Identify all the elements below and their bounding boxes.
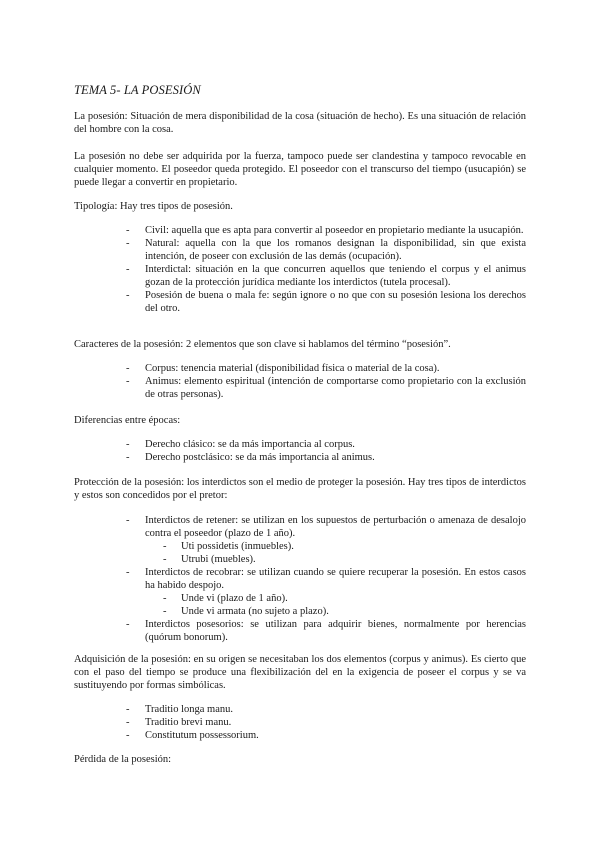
list-dash: - bbox=[126, 376, 130, 387]
sub-list-item bbox=[0, 592, 600, 605]
protection-item-posesorios: Interdictos posesorios: se utilizan para adquirir bienes, normalmente por herencias (quórum bonorum). bbox=[145, 619, 526, 643]
acquisition-note-paragraph: La posesión no debe ser adquirida por la fuerza, tampoco puede ser clandestina y tampoco revocable en cualquier momento. El poseedor queda protegido. El poseedor con el transcurso del tiempo (usucapión) se puede llegar a convertir en propietario. bbox=[74, 151, 526, 188]
protection-heading: Protección de la posesión: los interdictos son el medio de proteger la posesión. Hay tres tipos de interdictos y estos son concedidos por el pretor: bbox=[74, 477, 526, 501]
typology-list bbox=[0, 224, 600, 315]
list-item bbox=[0, 263, 600, 289]
list-dash: - bbox=[126, 515, 130, 526]
list-item bbox=[0, 618, 600, 644]
list-item bbox=[0, 375, 600, 401]
list-dash: - bbox=[126, 439, 130, 450]
list-dash: - bbox=[126, 704, 130, 715]
list-dash: - bbox=[126, 238, 130, 249]
typology-item-interdictal: Interdictal: situación en la que concurren aquellos que teniendo el corpus y el animus gozan de la protección jurídica mediante los interdictos (tutela procesal). bbox=[145, 264, 526, 288]
differences-list bbox=[0, 438, 600, 464]
sub-list-item bbox=[0, 605, 600, 618]
protection-subitem-unde-vi-armata: Unde vi armata (no sujeto a plazo). bbox=[181, 606, 329, 617]
typology-heading: Tipología: Hay tres tipos de posesión. bbox=[74, 201, 233, 212]
characters-item-animus: Animus: elemento espiritual (intención de comportarse como propietario con la exclusión de otras personas). bbox=[145, 376, 526, 400]
sub-list-item bbox=[0, 553, 600, 566]
list-item bbox=[0, 289, 600, 315]
page-title: TEMA 5- LA POSESIÓN bbox=[74, 83, 201, 97]
list-dash: - bbox=[126, 619, 130, 630]
acquisition-item-constitutum: Constitutum possessorium. bbox=[145, 730, 259, 741]
sub-list-item bbox=[0, 540, 600, 553]
list-dash: - bbox=[126, 363, 130, 374]
protection-subitem-utrubi: Utrubi (muebles). bbox=[181, 554, 256, 565]
characters-list bbox=[0, 362, 600, 401]
list-item bbox=[0, 237, 600, 263]
list-dash: - bbox=[126, 717, 130, 728]
sub-list-dash: - bbox=[163, 606, 167, 617]
protection-subitem-uti-possidetis: Uti possidetis (inmuebles). bbox=[181, 541, 294, 552]
list-dash: - bbox=[126, 290, 130, 301]
characters-item-corpus: Corpus: tenencia material (disponibilidad física o material de la cosa). bbox=[145, 363, 440, 374]
list-item bbox=[0, 729, 600, 742]
list-item bbox=[0, 438, 600, 451]
list-item bbox=[0, 716, 600, 729]
list-item bbox=[0, 514, 600, 540]
list-item bbox=[0, 566, 600, 592]
list-item bbox=[0, 362, 600, 375]
loss-heading: Pérdida de la posesión: bbox=[74, 754, 172, 765]
acquisition-heading: Adquisición de la posesión: en su origen se necesitaban los dos elementos (corpus y animus). Es cierto que con el paso del tiempo se produce una flexibilización del en la exigencia de poseer el corpus y se va sustituyendo por formas simbólicas. bbox=[74, 654, 526, 691]
list-dash: - bbox=[126, 567, 130, 578]
list-dash: - bbox=[126, 730, 130, 741]
list-dash: - bbox=[126, 452, 130, 463]
acquisition-list bbox=[0, 703, 600, 742]
acquisition-item-brevi-manu: Traditio brevi manu. bbox=[145, 717, 232, 728]
differences-heading: Diferencias entre épocas: bbox=[74, 415, 181, 426]
sub-list-dash: - bbox=[163, 593, 167, 604]
differences-item-clasico: Derecho clásico: se da más importancia al corpus. bbox=[145, 439, 355, 450]
typology-item-civil: Civil: aquella que es apta para convertir al poseedor en propietario mediante la usucapión. bbox=[145, 225, 524, 236]
protection-list bbox=[0, 514, 600, 644]
list-item bbox=[0, 451, 600, 464]
sub-list-dash: - bbox=[163, 541, 167, 552]
typology-item-natural: Natural: aquella con la que los romanos designan la disponibilidad, sin que exista intención, de poseer con exclusión de las demás (ocupación). bbox=[145, 238, 526, 262]
protection-item-retener: Interdictos de retener: se utilizan en los supuestos de perturbación o amenaza de desalojo contra el poseedor (plazo de 1 año). bbox=[145, 515, 526, 539]
characters-heading: Caracteres de la posesión: 2 elementos que son clave si hablamos del término “posesión”. bbox=[74, 339, 451, 350]
protection-subitem-unde-vi: Unde vi (plazo de 1 año). bbox=[181, 593, 288, 604]
typology-item-buena-mala-fe: Posesión de buena o mala fe: según ignore o no que con su posesión lesiona los derechos del otro. bbox=[145, 290, 526, 314]
sub-list-dash: - bbox=[163, 554, 167, 565]
differences-item-postclasico: Derecho postclásico: se da más importancia al animus. bbox=[145, 452, 375, 463]
list-dash: - bbox=[126, 264, 130, 275]
list-dash: - bbox=[126, 225, 130, 236]
protection-item-recobrar: Interdictos de recobrar: se utilizan cuando se quiere recuperar la posesión. En estos casos ha habido despojo. bbox=[145, 567, 526, 591]
list-item bbox=[0, 703, 600, 716]
acquisition-item-longa-manu: Traditio longa manu. bbox=[145, 704, 233, 715]
list-item bbox=[0, 224, 600, 237]
intro-paragraph: La posesión: Situación de mera disponibilidad de la cosa (situación de hecho). Es una situación de relación del hombre con la cosa. bbox=[74, 111, 526, 135]
